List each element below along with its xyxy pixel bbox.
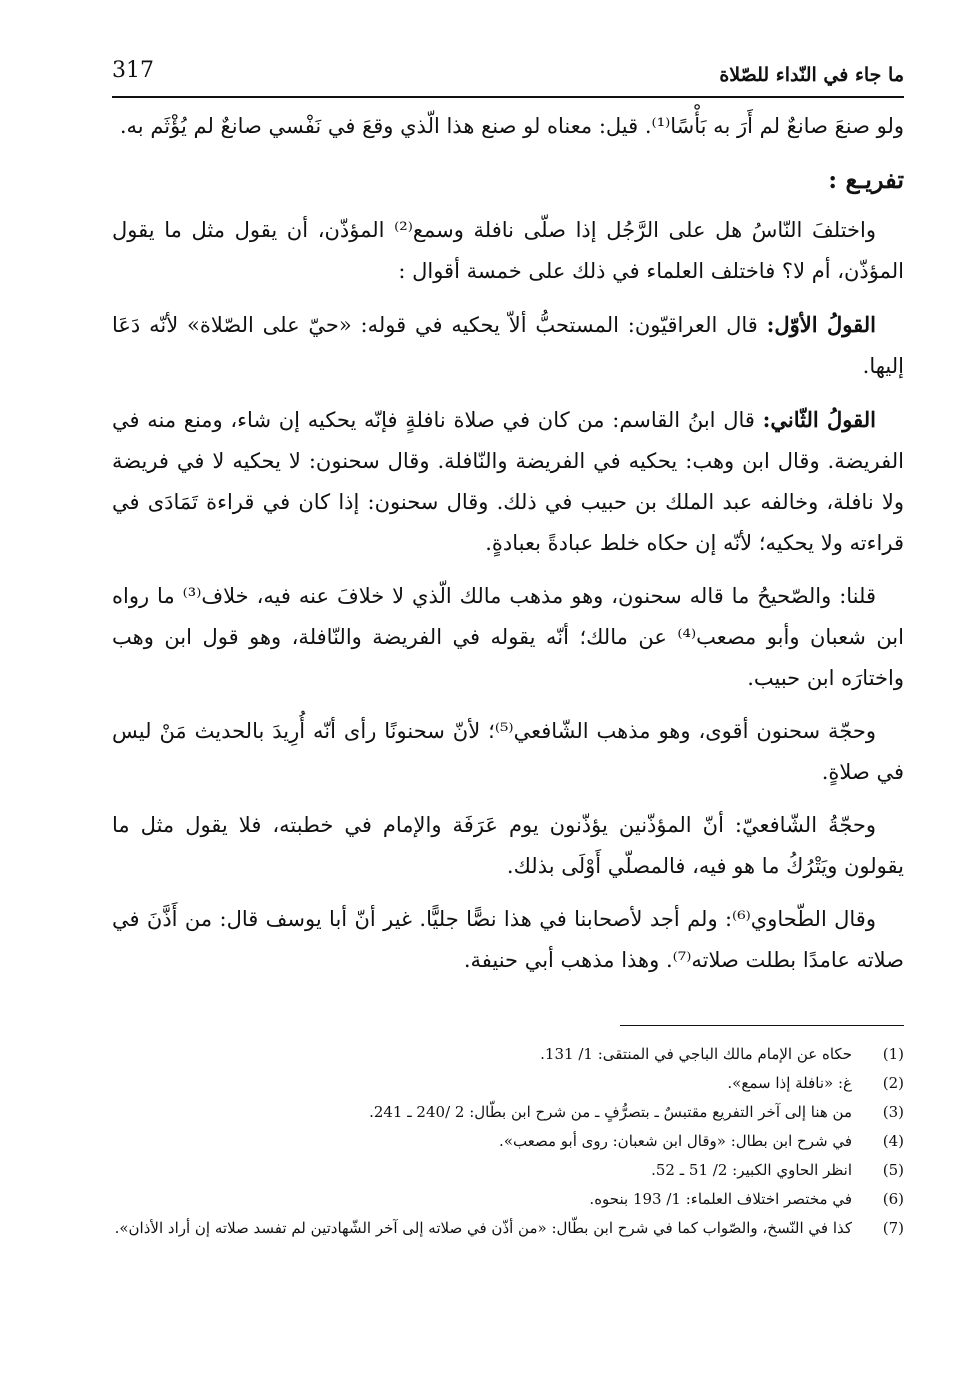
paragraph: وقال الطّحاوي⁽⁶⁾: ولم أجد لأصحابنا في هذا نصًّا جليًّا. غير أنّ أبا يوسف قال: من أَذَّنَ في صلاته عامدًا بطلت صلاته⁽⁷⁾. وهذا مذهب أبي حنيفة. xyxy=(112,907,904,972)
paragraph xyxy=(112,399,904,564)
footnote xyxy=(112,1185,904,1214)
paragraph-text: قال ابنُ القاسم: من كان في صلاة نافلةٍ فإنّه يحكيه إن شاء، ومنع منه في الفريضة. وقال ابن وهب: يحكيه في الفريضة والنّافلة. وقال سحنون: لا يحكيه لا في فريضة ولا نافلة، وخالفه عبد الملك بن حبيب في ذلك. وقال سحنون: إذا كان في قراءة تَمَادَى في قراءته ولا يحكيه؛ لأنّه إن حكاه خلط عبادةً بعبادةٍ. xyxy=(112,408,904,555)
paragraph: وحجّة سحنون أقوى، وهو مذهب الشّافعي⁽⁵⁾؛ لأنّ سحنونًا رأى أنّه أُرِيدَ بالحديث مَنْ ليس في صلاةٍ. xyxy=(112,719,904,784)
footnote-text: في شرح ابن بطال: «وقال ابن شعبان: روى أبو مصعب». xyxy=(499,1132,852,1150)
footnote xyxy=(112,1098,904,1127)
paragraph: وحجّةُ الشّافعيّ: أنّ المؤذّنين يؤذّنون يوم عَرَفَة والإمام في خطبته، فلا يقول مثل ما يقولون ويَتْرُكُ ما هو فيه، فالمصلّي أَوْلَى بذلك. xyxy=(112,813,904,878)
footnote-number: (6) xyxy=(882,1190,904,1208)
footnote xyxy=(112,1040,904,1069)
page-number: 317 xyxy=(112,58,154,83)
paragraph: قلنا: والصّحيحُ ما قاله سحنون، وهو مذهب مالك الّذي لا خلافَ عنه فيه، خلاف⁽³⁾ ما رواه ابن شعبان وأبو مصعب⁽⁴⁾ عن مالك؛ أنّه يقوله في الفريضة والنّافلة، وهو قول ابن وهب واختارَه ابن حبيب. xyxy=(112,584,904,690)
footnote-number: (1) xyxy=(882,1045,904,1063)
footnotes xyxy=(112,1040,904,1243)
footnote-text: حكاه عن الإمام مالك الباجي في المنتقى: 1/ 131. xyxy=(540,1045,852,1063)
footnote-number: (5) xyxy=(882,1161,904,1179)
paragraph: واختلفَ النّاسُ هل على الرَّجُل إذا صلّى نافلة وسمع⁽²⁾ المؤذّن، أن يقول مثل ما يقول المؤذّن، أم لا؟ فاختلف العلماء في ذلك على خمسة أقوال : xyxy=(112,218,904,283)
footnote-separator xyxy=(620,1025,904,1026)
paragraph: ولو صنعَ صانعٌ لم أَرَ به بَأْسًا⁽¹⁾. قيل: معناه لو صنع هذا الّذي وقعَ في نَفْسي صانعٌ لم يُؤْثَم به. xyxy=(119,114,904,138)
footnote xyxy=(112,1127,904,1156)
footnote-number: (4) xyxy=(882,1132,904,1150)
footnote xyxy=(112,1069,904,1098)
header-rule xyxy=(112,96,904,98)
footnote-number: (7) xyxy=(882,1219,904,1237)
running-header xyxy=(112,54,904,94)
opinion-label: القولُ الأوّل: xyxy=(766,312,876,337)
footnote-text: انظر الحاوي الكبير: 2/ 51 ـ 52. xyxy=(651,1161,852,1179)
section-heading: تفريـع : xyxy=(828,165,904,194)
main-text xyxy=(112,106,904,993)
footnote-number: (3) xyxy=(882,1103,904,1121)
running-title: ما جاء في النّداء للصّلاة xyxy=(719,64,904,86)
footnote-text: كذا في النّسخ، والصّواب كما في شرح ابن بطّال: «من أذّن في صلاته إلى آخر الشّهادتين لم تفسد صلاته إن أراد الأذان». xyxy=(114,1219,852,1237)
footnote xyxy=(112,1214,904,1243)
footnote-text: في مختصر اختلاف العلماء: 1/ 193 بنحوه. xyxy=(589,1190,852,1208)
footnote-number: (2) xyxy=(882,1074,904,1092)
footnote-text: من هنا إلى آخر التفريع مقتبسٌ ـ بتصرُّفٍ ـ من شرح ابن بطّال: 2 /240 ـ 241. xyxy=(369,1103,852,1121)
footnote-text: غ: «نافلة إذا سمع». xyxy=(727,1074,852,1092)
opinion-label: القولُ الثّاني: xyxy=(762,407,876,432)
paragraph-text: قال العراقيّون: المستحبُّ ألاّ يحكيه في قوله: «حيّ على الصّلاة» لأنّه دَعَا إليها. xyxy=(112,313,904,378)
paragraph xyxy=(112,304,904,387)
footnote xyxy=(112,1156,904,1185)
